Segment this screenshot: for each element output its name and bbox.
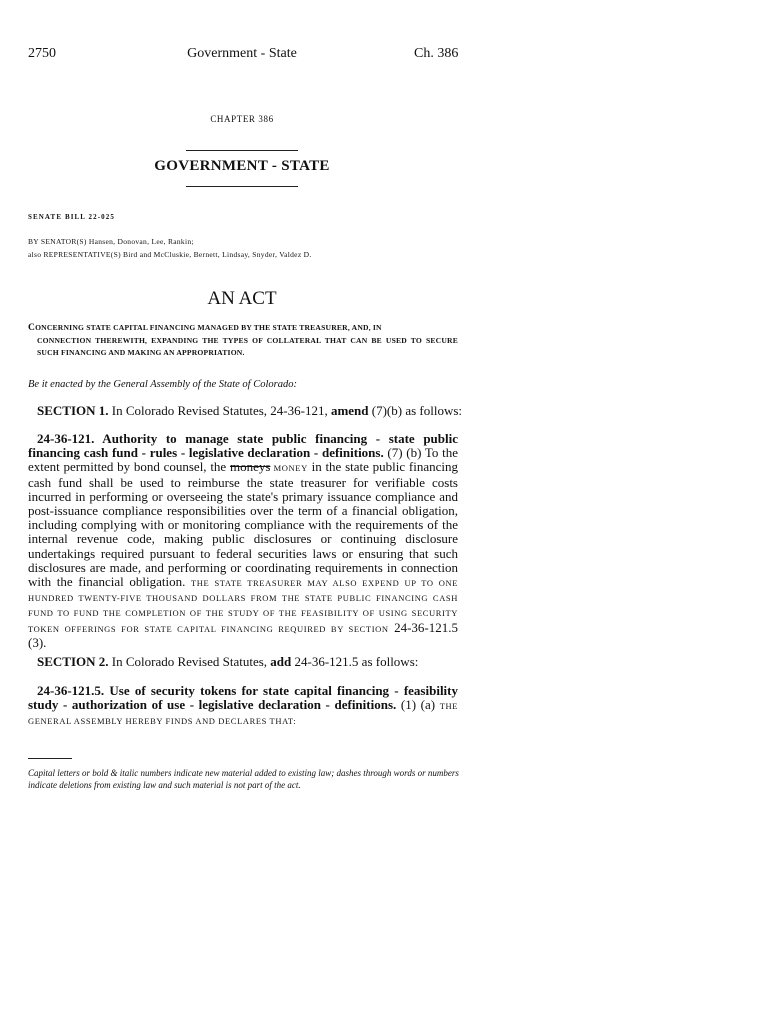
statute-1-new-text-end: 24-36-121.5 (3). <box>28 619 458 650</box>
act-title-line1: ONCERNING STATE CAPITAL FINANCING MANAGED BY THE STATE TREASURER, AND, IN <box>35 323 382 332</box>
statute-24-36-121 <box>28 432 458 650</box>
title-rule-top <box>186 150 298 151</box>
section-2-target: 24-36-121.5 as follows: <box>291 654 419 669</box>
footnote: Capital letters or bold & italic numbers indicate new material added to existing law; dashes through words or numbers indicate deletions from existing law and such material is not part of the act. <box>28 768 459 790</box>
bill-number: SENATE BILL 22-025 <box>28 213 115 221</box>
statute-24-36-121-5 <box>28 684 458 729</box>
house-sponsors: also REPRESENTATIVE(S) Bird and McCluskie, Bernett, Lindsay, Snyder, Valdez D. <box>28 250 312 259</box>
act-title-initial: C <box>28 323 36 333</box>
section-1-label: SECTION 1. <box>37 403 109 418</box>
statute-2-new-text: THE GENERAL ASSEMBLY HEREBY FINDS AND DECLARES THAT: <box>28 701 459 727</box>
deleted-word: moneys <box>229 459 271 475</box>
statute-2-heading: 24-36-121.5. Use of security tokens for state capital financing - feasibility study - authorization of use - legislative declaration - definitions. <box>28 683 458 713</box>
title-rule-bottom <box>186 186 298 187</box>
section-1-intro <box>28 404 467 418</box>
inserted-word: MONEY <box>270 463 308 474</box>
statute-1-text: in the state public financing cash fund shall be used to reimburse the state treasurer for verifiable costs incurred in performing or overseeing the state's primary issuance compliance and post-issuance compliance responsibilities over the term of a financial obligation, including complying with or monitoring compliance with the requirements of the internal revenue code, making public disclosures or continuing disclosure undertakings required pursuant to federal securities laws or ensuring that such disclosures are made, and performing or coordinating requirements in connection with the financial obligation. <box>28 459 459 590</box>
page-number: 2750 <box>28 46 56 61</box>
statute-1-new-text: THE STATE TREASURER MAY ALSO EXPEND UP TO ONE HUNDRED TWENTY-FIVE THOUSAND DOLLARS FROM THE STATE PUBLIC FINANCING CASH FUND TO FUND THE COMPLETION OF THE STUDY OF THE FEASIBILITY OF USING SECURITY TOKEN OFFERINGS FOR STATE CAPITAL FINANCING REQUIRED BY SECTION <box>28 578 458 634</box>
chapter-label: CHAPTER 386 <box>210 114 274 124</box>
footnote-rule <box>28 758 72 759</box>
section-1-action: amend <box>330 403 369 418</box>
section-2-label: SECTION 2. <box>37 654 109 669</box>
act-heading: AN ACT <box>207 288 277 309</box>
statute-2-subsection: (1) (a) <box>396 697 440 713</box>
act-title <box>28 322 458 360</box>
act-title-continuation: CONNECTION THEREWITH, EXPANDING THE TYPES OF COLLATERAL THAT CAN BE USED TO SECURE SUCH FINANCING AND MAKING AN APPROPRIATION. <box>37 335 458 357</box>
senate-sponsors: BY SENATOR(S) Hansen, Donovan, Lee, Rankin; <box>28 237 194 246</box>
chapter-reference: Ch. 386 <box>414 46 459 61</box>
statute-1-subsection: (7) (b) To the extent permitted by bond counsel, the <box>28 445 459 475</box>
page-title: GOVERNMENT - STATE <box>154 158 330 174</box>
statute-1-heading: 24-36-121. Authority to manage state public financing - state public financing cash fund - rules - legislative declaration - definitions. <box>28 431 458 461</box>
section-2-intro <box>28 655 467 669</box>
section-1-target: (7)(b) as follows: <box>368 403 463 418</box>
section-1-text: In Colorado Revised Statutes, 24-36-121, <box>108 403 331 418</box>
enacting-clause: Be it enacted by the General Assembly of the State of Colorado: <box>28 379 297 390</box>
running-header: Government - State <box>187 46 297 61</box>
section-2-text: In Colorado Revised Statutes, <box>108 654 271 669</box>
section-2-action: add <box>270 654 292 669</box>
